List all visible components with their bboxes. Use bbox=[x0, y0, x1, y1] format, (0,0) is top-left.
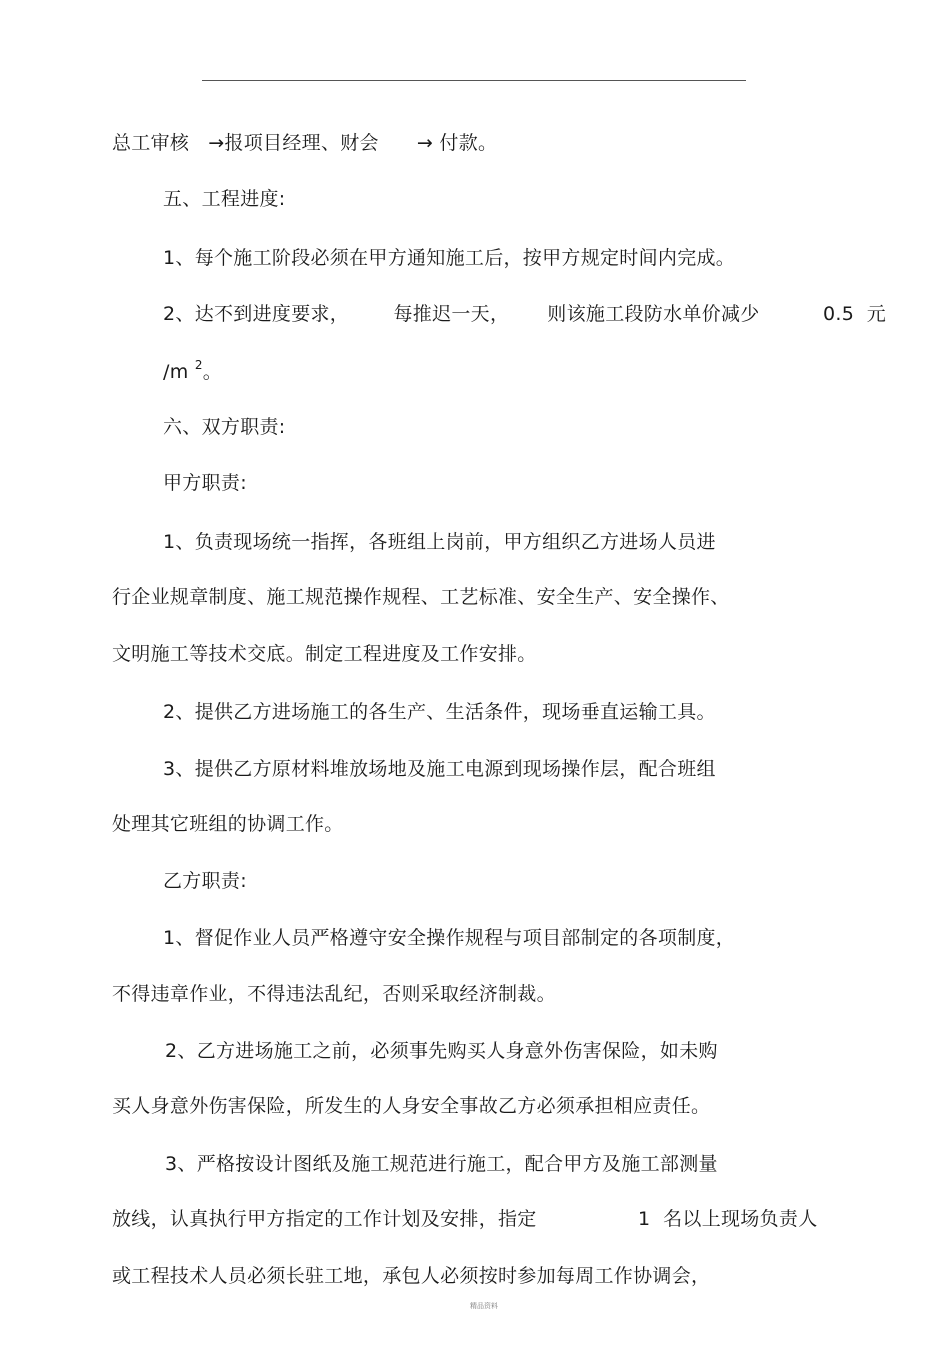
period-text: 。 bbox=[202, 361, 223, 383]
paragraph-line: 处理其它班组的协调工作。 bbox=[112, 813, 344, 835]
paragraph-line: 买人身意外伤害保险，所发生的人身安全事故乙方必须承担相应责任。 bbox=[112, 1095, 711, 1117]
paragraph-line: 或工程技术人员必须长驻工地，承包人必须按时参加每周工作协调会， bbox=[112, 1265, 711, 1287]
section-heading: 五、工程进度: bbox=[163, 188, 286, 210]
paragraph-line: 2、乙方进场施工之前，必须事先购买人身意外伤害保险，如未购 bbox=[165, 1040, 718, 1062]
paragraph-line: 行企业规章制度、施工规范操作规程、工艺标准、安全生产、安全操作、 bbox=[112, 586, 730, 608]
paragraph-line: 1、督促作业人员严格遵守安全操作规程与项目部制定的各项制度， bbox=[163, 927, 736, 949]
paragraph-line: 1、每个施工阶段必须在甲方通知施工后，按甲方规定时间内完成。 bbox=[163, 247, 736, 269]
header-rule bbox=[202, 80, 746, 81]
subsection-heading: 甲方职责: bbox=[163, 472, 247, 494]
paragraph-line: 3、提供乙方原材料堆放场地及施工电源到现场操作层，配合班组 bbox=[163, 758, 716, 780]
paragraph-line: 放线，认真执行甲方指定的工作计划及安排，指定 1 名以上现场负责人 bbox=[112, 1208, 818, 1230]
paragraph-line: 2、提供乙方进场施工的各生产、生活条件，现场垂直运输工具。 bbox=[163, 701, 716, 723]
unit-text: /m bbox=[163, 361, 189, 383]
paragraph-line: 文明施工等技术交底。制定工程进度及工作安排。 bbox=[112, 643, 537, 665]
section-heading: 六、双方职责: bbox=[163, 416, 286, 438]
paragraph-line: 1、负责现场统一指挥，各班组上岗前，甲方组织乙方进场人员进 bbox=[163, 531, 716, 553]
paragraph-line: 不得违章作业，不得违法乱纪，否则采取经济制裁。 bbox=[112, 983, 556, 1005]
subsection-heading: 乙方职责: bbox=[163, 870, 247, 892]
superscript: 2 bbox=[194, 358, 203, 372]
footer-watermark: 精品资料 bbox=[470, 1302, 498, 1310]
paragraph-line: 2、达不到进度要求， 每推迟一天， 则该施工段防水单价减少 0.5 元 bbox=[163, 303, 887, 325]
paragraph-line: 总工审核 →报项目经理、财会 → 付款。 bbox=[112, 132, 498, 154]
paragraph-line: 3、严格按设计图纸及施工规范进行施工，配合甲方及施工部测量 bbox=[165, 1153, 718, 1175]
paragraph-line bbox=[163, 359, 222, 385]
